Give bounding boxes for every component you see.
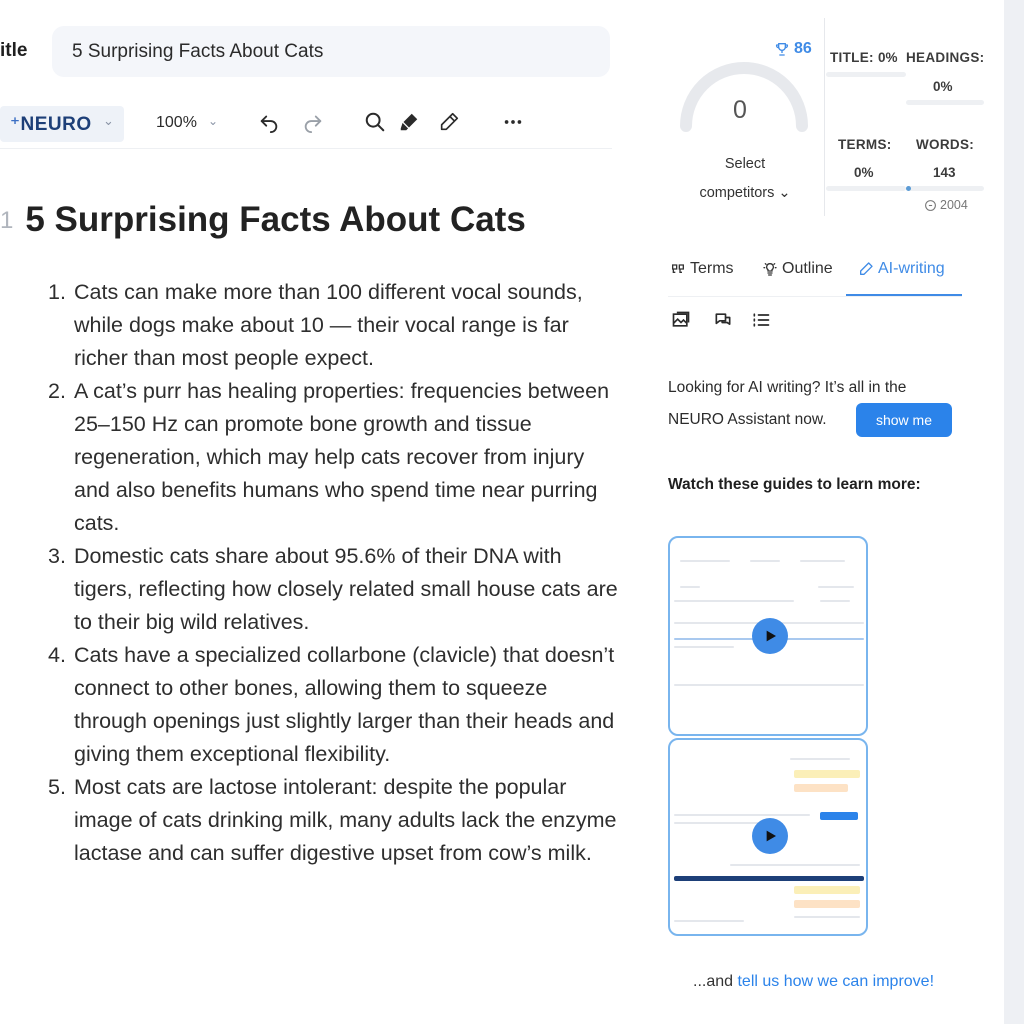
- play-button[interactable]: [752, 818, 788, 854]
- list-item: 2. A cat’s purr has healing properties: frequencies between 25–150 Hz can promote bone growth and tissue regeneration, which may help cats recover from injury and also benefits humans who spend time near purring cats.: [48, 379, 610, 535]
- undo-icon[interactable]: [256, 108, 282, 136]
- title-input[interactable]: 5 Surprising Facts About Cats: [52, 26, 610, 77]
- select-competitors-dropdown[interactable]: Select competitors ⌄: [699, 156, 791, 201]
- chevron-down-icon: ⌄: [208, 114, 219, 128]
- metric-headings-value: 0%: [933, 79, 953, 94]
- content-score: 0: [733, 96, 747, 124]
- list-item: 3. Domestic cats share about 95.6% of their DNA with tigers, reflecting how closely related small house cats are to their big wild relatives.: [48, 544, 618, 634]
- facts-list[interactable]: [48, 276, 618, 870]
- metric-headings-label: HEADINGS:: [906, 50, 985, 65]
- heading-text: 5 Surprising Facts About Cats: [25, 200, 526, 239]
- list-item: 1. Cats can make more than 100 different vocal sounds, while dogs make about 10 — their vocal range is far richer than most people expect.: [48, 280, 583, 370]
- play-button[interactable]: [752, 618, 788, 654]
- redo-icon[interactable]: [300, 108, 326, 136]
- tab-terms[interactable]: Terms: [670, 260, 734, 278]
- logo: ⁺NEURO: [10, 113, 92, 135]
- terms-progress-bar: [826, 186, 906, 191]
- credits-counter: 2004: [924, 198, 968, 212]
- pen-icon: [858, 261, 874, 277]
- image-icon[interactable]: [670, 310, 692, 330]
- metric-words-value: 143: [933, 165, 956, 180]
- headings-progress-bar: [906, 100, 984, 105]
- highlighter-icon[interactable]: [396, 108, 422, 136]
- terms-icon: [670, 261, 686, 277]
- more-icon[interactable]: [500, 108, 526, 136]
- feedback-line: ...and tell us how we can improve!: [693, 973, 935, 990]
- guide-video-2[interactable]: [668, 738, 868, 936]
- panel-divider: [824, 18, 825, 216]
- feedback-link[interactable]: tell us how we can improve!: [737, 973, 935, 990]
- tab-ai-writing[interactable]: AI-writing: [858, 260, 945, 278]
- heading-level-number: 1: [0, 207, 14, 234]
- ai-writing-message: Looking for AI writing? It’s all in the NEURO Assistant now.: [668, 379, 907, 428]
- editor-toolbar: [0, 106, 612, 148]
- scrollbar[interactable]: [1004, 0, 1024, 1024]
- show-me-button[interactable]: show me: [856, 403, 952, 437]
- metric-terms-value: 0%: [854, 165, 874, 180]
- pencil-icon[interactable]: [436, 108, 462, 136]
- bulb-icon: [762, 261, 778, 277]
- title-progress-bar: [826, 72, 906, 77]
- trophy-icon: [774, 41, 790, 57]
- top-score: 86: [774, 40, 812, 58]
- metric-terms-label: TERMS:: [838, 137, 892, 152]
- metric-title-label: TITLE:: [830, 50, 874, 65]
- list-item: 4. Cats have a specialized collarbone (clavicle) that doesn’t connect to other bones, allowing them to squeeze through openings just slightly larger than their heads and giving them exceptional flexibility.: [48, 643, 615, 766]
- guides-title: Watch these guides to learn more:: [668, 476, 921, 493]
- metric-title-value: 0%: [878, 50, 898, 65]
- coin-icon: [924, 199, 937, 212]
- chevron-down-icon: ⌄: [103, 113, 114, 128]
- words-progress-marker: [906, 186, 911, 191]
- list-icon[interactable]: [750, 310, 772, 330]
- metric-words-label: WORDS:: [916, 137, 975, 152]
- tabs-divider: [668, 296, 962, 297]
- play-icon: [762, 828, 778, 844]
- list-item: 5. Most cats are lactose intolerant: despite the popular image of cats drinking milk, many adults lack the enzyme lactase and can suffer digestive upset from cow’s milk.: [48, 775, 617, 865]
- title-label: itle: [0, 40, 28, 61]
- toolbar-divider: [0, 148, 612, 149]
- chat-icon[interactable]: [712, 310, 734, 330]
- search-icon[interactable]: [362, 108, 388, 136]
- play-icon: [762, 628, 778, 644]
- guide-video-1[interactable]: [668, 536, 868, 736]
- zoom-select[interactable]: 100%: [156, 114, 197, 131]
- document-heading[interactable]: [0, 200, 526, 240]
- tab-outline[interactable]: Outline: [762, 260, 833, 278]
- words-progress-bar: [906, 186, 984, 191]
- active-tab-indicator: [846, 294, 962, 296]
